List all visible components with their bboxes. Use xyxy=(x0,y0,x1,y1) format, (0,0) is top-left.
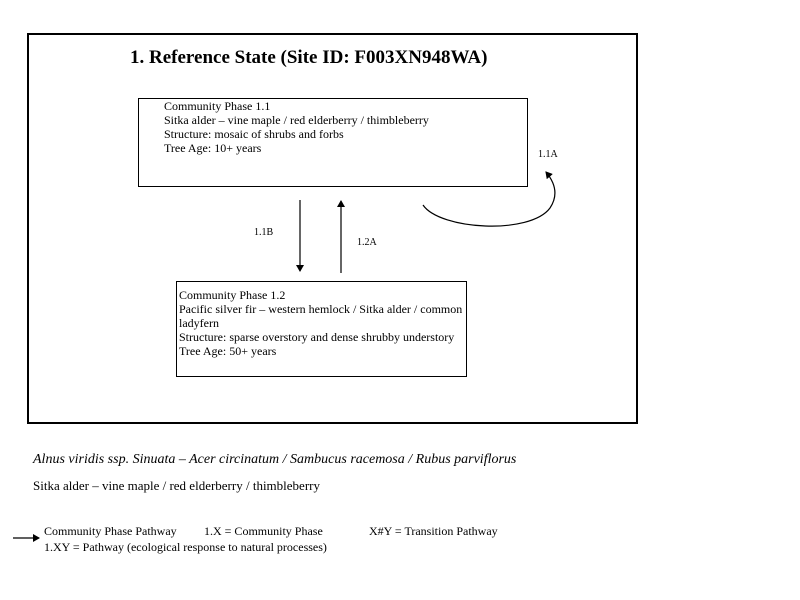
legend-transition: X#Y = Transition Pathway xyxy=(369,524,498,538)
state-title: 1. Reference State (Site ID: F003XN948WA) xyxy=(130,47,488,68)
pathway-label-1-2a: 1.2A xyxy=(357,237,377,248)
species-common-name: Sitka alder – vine maple / red elderberry / thimbleberry xyxy=(33,478,320,493)
phase-1-2-species: Pacific silver fir – western hemlock / Sitka alder / common ladyfern xyxy=(179,302,463,330)
arrow-1-1a-loop xyxy=(423,172,555,226)
legend-xy: 1.XY = Pathway (ecological response to natural processes) xyxy=(44,540,327,554)
legend-phase: 1.X = Community Phase xyxy=(204,524,323,538)
legend-pathway: Community Phase Pathway xyxy=(44,524,177,538)
pathway-label-1-1a: 1.1A xyxy=(538,149,558,160)
phase-1-2-structure: Structure: sparse overstory and dense shrubby understory xyxy=(179,330,455,344)
phase-1-2-tree-age: Tree Age: 50+ years xyxy=(179,344,277,358)
phase-1-1-species: Sitka alder – vine maple / red elderberry / thimbleberry xyxy=(164,113,429,127)
pathway-label-1-1b: 1.1B xyxy=(254,227,274,238)
phase-1-1-structure: Structure: mosaic of shrubs and forbs xyxy=(164,127,344,141)
phase-1-2-heading: Community Phase 1.2 xyxy=(179,288,286,302)
phase-1-1-heading: Community Phase 1.1 xyxy=(164,99,271,113)
species-scientific-name: Alnus viridis ssp. Sinuata – Acer circinatum / Sambucus racemosa / Rubus parviflorus xyxy=(33,452,517,467)
phase-1-1-tree-age: Tree Age: 10+ years xyxy=(164,141,262,155)
